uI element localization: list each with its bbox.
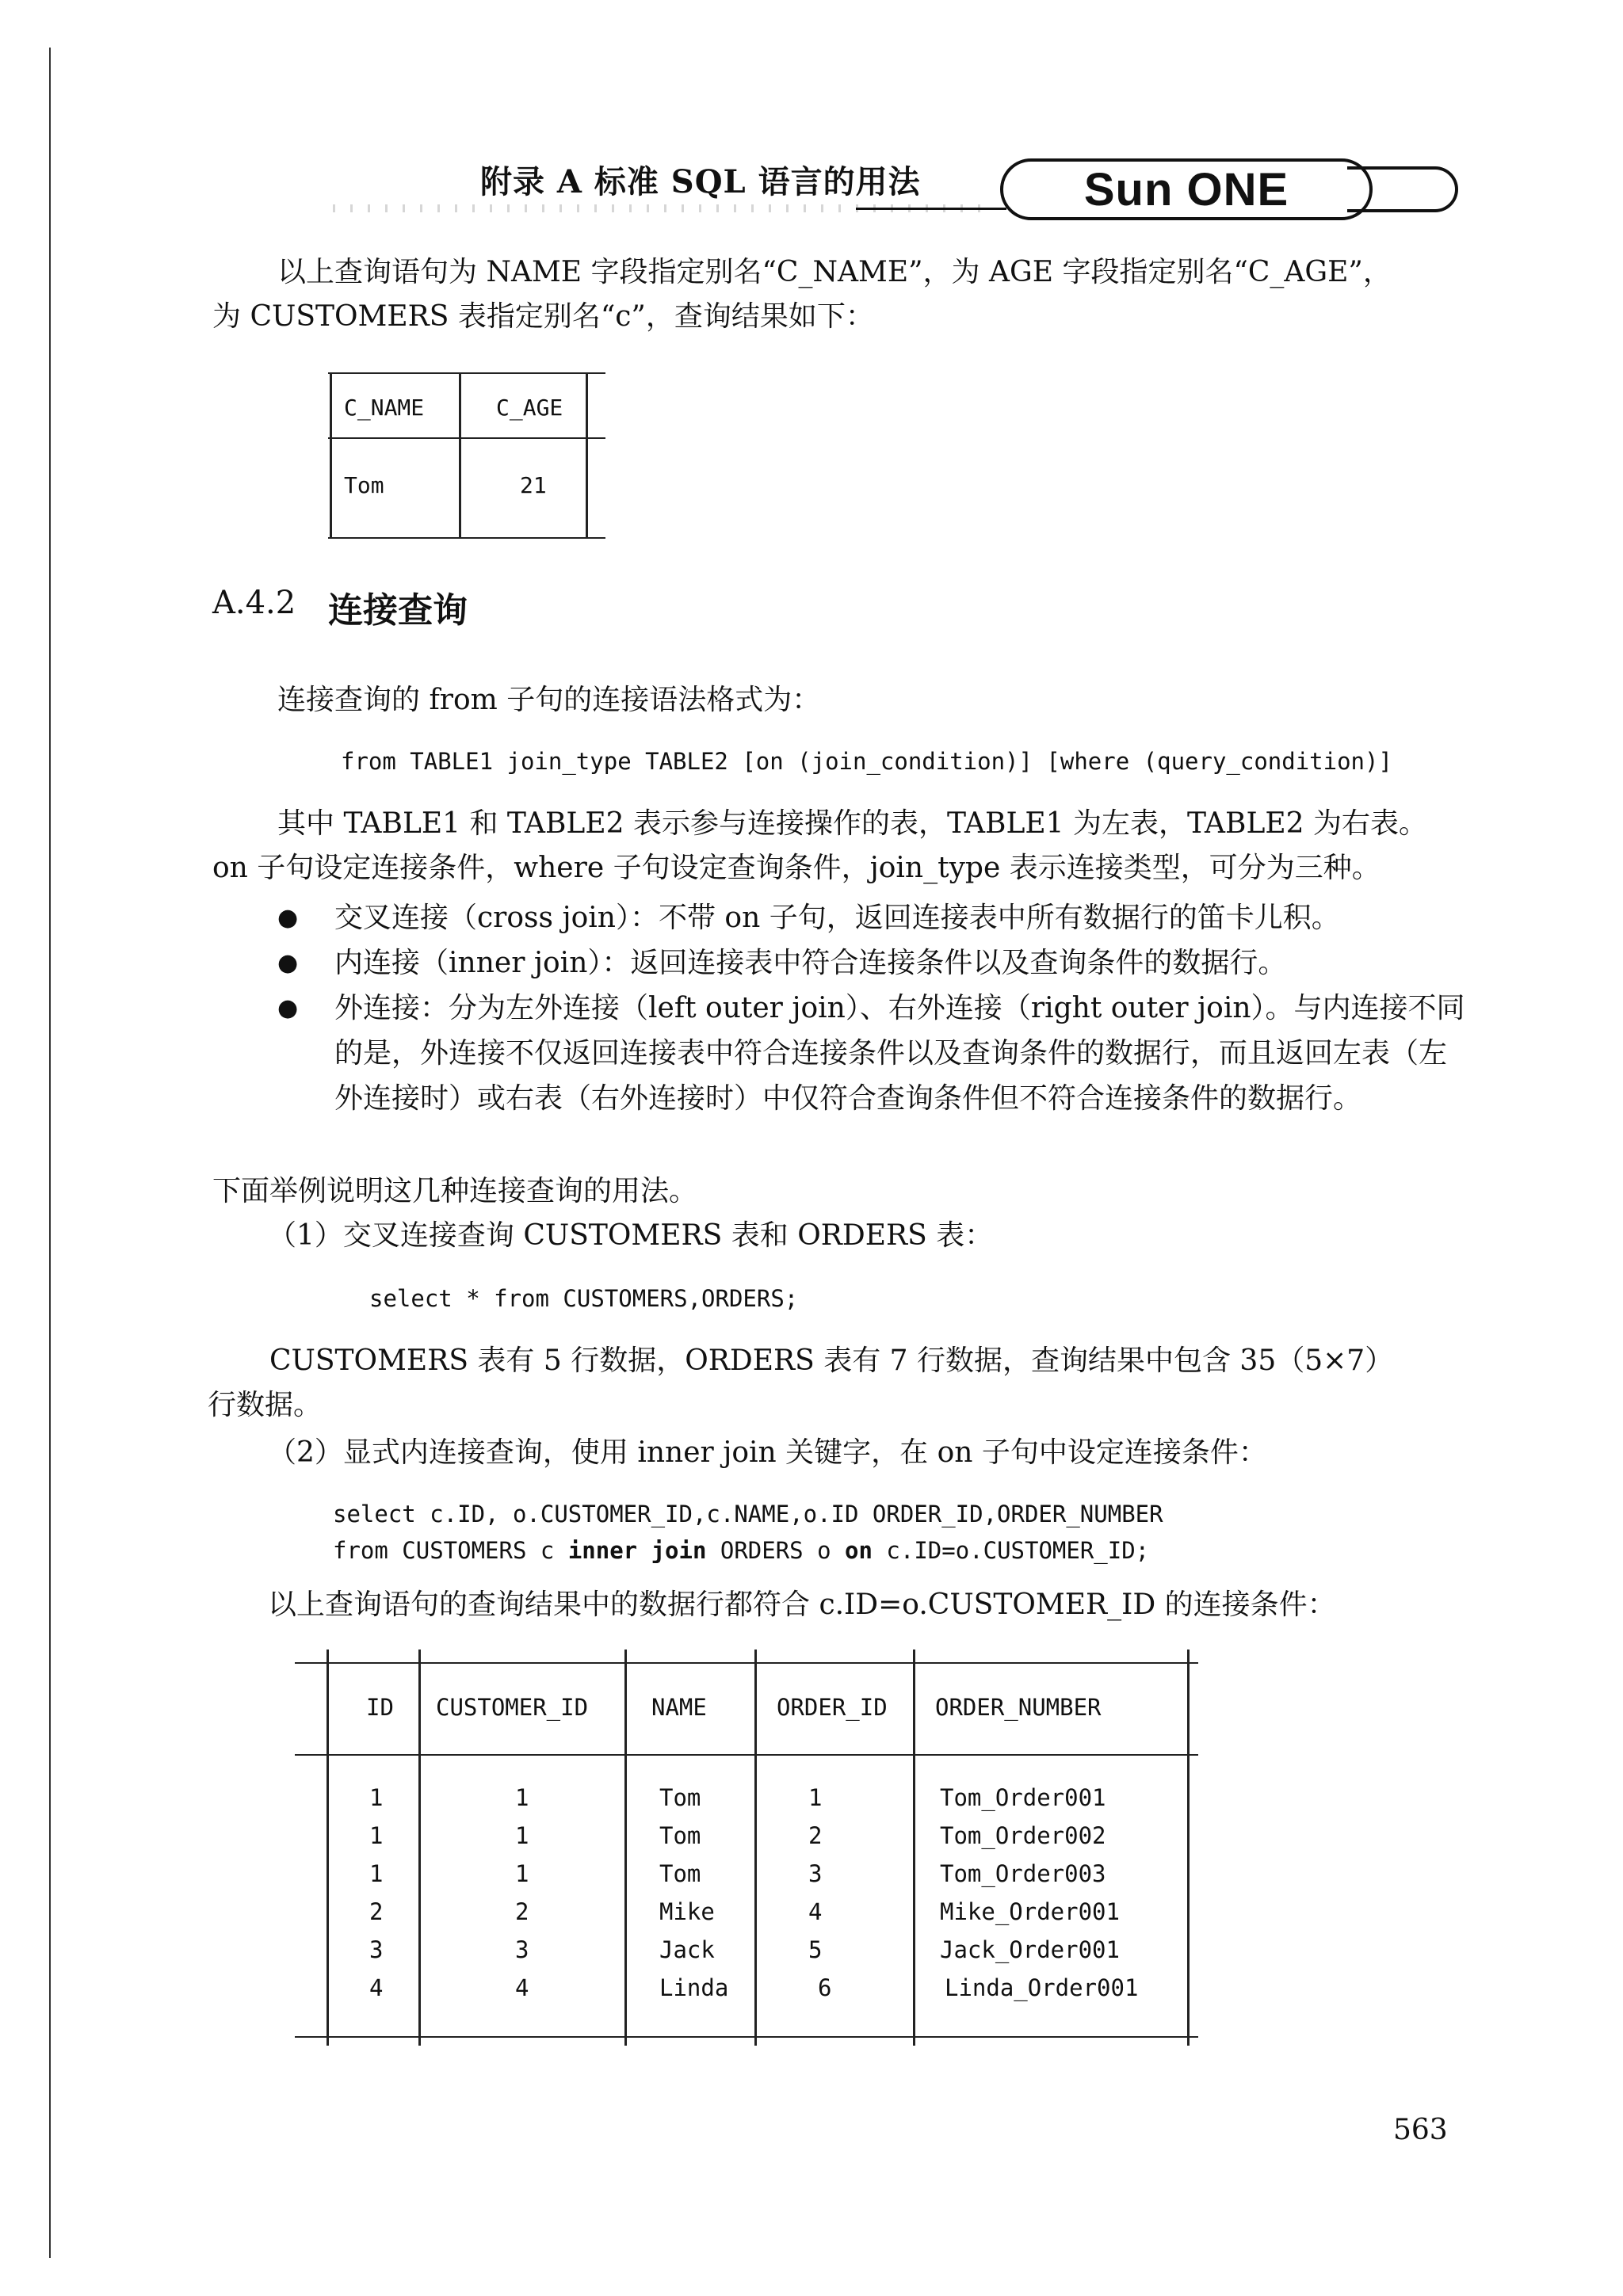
table-cell: Tom xyxy=(659,1860,701,1887)
table-cell: 5 xyxy=(808,1936,823,1963)
table-border xyxy=(1187,1650,1190,2046)
table-border xyxy=(328,372,605,374)
example-2-code-line-2 xyxy=(333,1537,1149,1564)
table-cell: Tom_Order002 xyxy=(940,1822,1106,1849)
table-border xyxy=(624,1650,627,2046)
table-cell: Tom_Order001 xyxy=(940,1784,1106,1811)
header-rule xyxy=(856,208,1006,210)
section-title: 连接查询 xyxy=(328,590,468,631)
column-header: CUSTOMER_ID xyxy=(436,1694,589,1721)
table-cell: 4 xyxy=(515,1974,529,2001)
table-cell: Mike_Order001 xyxy=(940,1898,1120,1925)
table-cell: Jack xyxy=(659,1936,715,1963)
column-header: C_AGE xyxy=(496,395,563,421)
syntax-desc-1: 其中 TABLE1 和 TABLE2 表示参与连接操作的表，TABLE1 为左表，TABLE2 为右表。 xyxy=(277,807,1428,840)
table-cell: 4 xyxy=(369,1974,384,2001)
column-header: NAME xyxy=(651,1694,707,1721)
table-cell: 1 xyxy=(515,1822,529,1849)
syntax-desc-2: on 子句设定连接条件，where 子句设定查询条件，join_type 表示连接类型，可分为三种。 xyxy=(212,852,1381,884)
column-header: C_NAME xyxy=(344,395,425,421)
examples-intro: 下面举例说明这几种连接查询的用法。 xyxy=(212,1175,698,1207)
table-cell: 1 xyxy=(515,1784,529,1811)
column-header: ORDER_NUMBER xyxy=(935,1694,1102,1721)
table-cell: 21 xyxy=(520,472,547,498)
example-1-result-line-1: CUSTOMERS 表有 5 行数据，ORDERS 表有 7 行数据，查询结果中包含 35（5×7） xyxy=(269,1344,1394,1377)
alias-result-table xyxy=(328,372,605,539)
table-cell: 3 xyxy=(369,1936,384,1963)
example-1-code: select * from CUSTOMERS,ORDERS; xyxy=(369,1285,799,1312)
table-cell: 2 xyxy=(808,1822,823,1849)
table-cell: 1 xyxy=(369,1860,384,1887)
example-2-title: （2）显式内连接查询，使用 inner join 关键字，在 on 子句中设定连接条件： xyxy=(268,1436,1267,1469)
section-number: A.4.2 xyxy=(212,585,296,621)
table-border xyxy=(754,1650,757,2046)
table-border xyxy=(330,372,332,539)
list-item: ● 交叉连接（cross join）：不带 on 子句，返回连接表中所有数据行的笛卡儿积。 xyxy=(277,895,1466,940)
table-cell: 1 xyxy=(808,1784,823,1811)
list-item: ● 内连接（inner join）：返回连接表中符合连接条件以及查询条件的数据行。 xyxy=(277,940,1466,986)
intro-line-2: 为 CUSTOMERS 表指定别名“c”，查询结果如下： xyxy=(212,300,874,333)
code-keyword: on xyxy=(845,1537,873,1564)
intro-line-1: 以上查询语句为 NAME 字段指定别名“C_NAME”，为 AGE 字段指定别名“C_AGE”， xyxy=(277,256,1392,288)
table-border xyxy=(913,1650,915,2046)
table-cell: Tom_Order003 xyxy=(940,1860,1106,1887)
table-border xyxy=(295,1662,1198,1664)
table-cell: Tom xyxy=(659,1784,701,1811)
example-1-result-line-2: 行数据。 xyxy=(208,1389,323,1421)
sun-one-logo: Sun ONE xyxy=(1000,158,1373,220)
list-item: ● 外连接：分为左外连接（left outer join）、右外连接（right outer join）。与内连接不同的是，外连接不仅返回连接表中符合连接条件以及查询条件的数据行，而且返回左表（左外连接时）或右表（右外连接时）中仅符合查询条件但不符合连接条件的数据行。 xyxy=(277,986,1466,1121)
code-text: from CUSTOMERS c xyxy=(333,1537,568,1564)
column-header: ORDER_ID xyxy=(777,1694,888,1721)
example-2-result: 以上查询语句的查询结果中的数据行都符合 c.ID=o.CUSTOMER_ID 的连接条件： xyxy=(268,1589,1336,1621)
syntax-code: from TABLE1 join_type TABLE2 [on (join_condition)] [where (query_condition)] xyxy=(341,748,1392,775)
table-border xyxy=(586,372,588,539)
table-cell: Mike xyxy=(659,1898,715,1925)
code-text: ORDERS o xyxy=(706,1537,846,1564)
table-border xyxy=(418,1650,421,2046)
example-2-code-line-1: select c.ID, o.CUSTOMER_ID,c.NAME,o.ID ORDER_ID,ORDER_NUMBER xyxy=(333,1501,1163,1527)
table-cell: Linda_Order001 xyxy=(945,1974,1139,2001)
table-border xyxy=(295,1754,1198,1756)
table-border xyxy=(459,372,461,539)
table-cell: 4 xyxy=(808,1898,823,1925)
table-border xyxy=(327,1650,329,2046)
table-cell: 1 xyxy=(515,1860,529,1887)
table-cell: 3 xyxy=(808,1860,823,1887)
column-header: ID xyxy=(366,1694,394,1721)
join-result-table xyxy=(295,1650,1198,2046)
table-cell: Tom xyxy=(344,472,384,498)
table-cell: 1 xyxy=(369,1822,384,1849)
table-border xyxy=(295,2036,1198,2038)
join-type-list xyxy=(277,895,1466,1121)
table-cell: Tom xyxy=(659,1822,701,1849)
table-cell: 1 xyxy=(369,1784,384,1811)
running-header-title: 附录 A 标准 SQL 语言的用法 xyxy=(480,163,921,200)
table-border xyxy=(328,537,605,539)
page-number: 563 xyxy=(1393,2114,1448,2146)
syntax-intro: 连接查询的 from 子句的连接语法格式为： xyxy=(277,684,821,716)
code-text: c.ID=o.CUSTOMER_ID; xyxy=(872,1537,1150,1564)
table-cell: Jack_Order001 xyxy=(940,1936,1120,1963)
table-cell: 2 xyxy=(515,1898,529,1925)
table-cell: 2 xyxy=(369,1898,384,1925)
page-binding-line xyxy=(49,48,51,2258)
example-1-title: （1）交叉连接查询 CUSTOMERS 表和 ORDERS 表： xyxy=(268,1219,994,1252)
table-cell: 6 xyxy=(818,1974,832,2001)
code-keyword: inner join xyxy=(567,1537,707,1564)
table-cell: Linda xyxy=(659,1974,729,2001)
table-cell: 3 xyxy=(515,1936,529,1963)
table-border xyxy=(328,437,605,439)
